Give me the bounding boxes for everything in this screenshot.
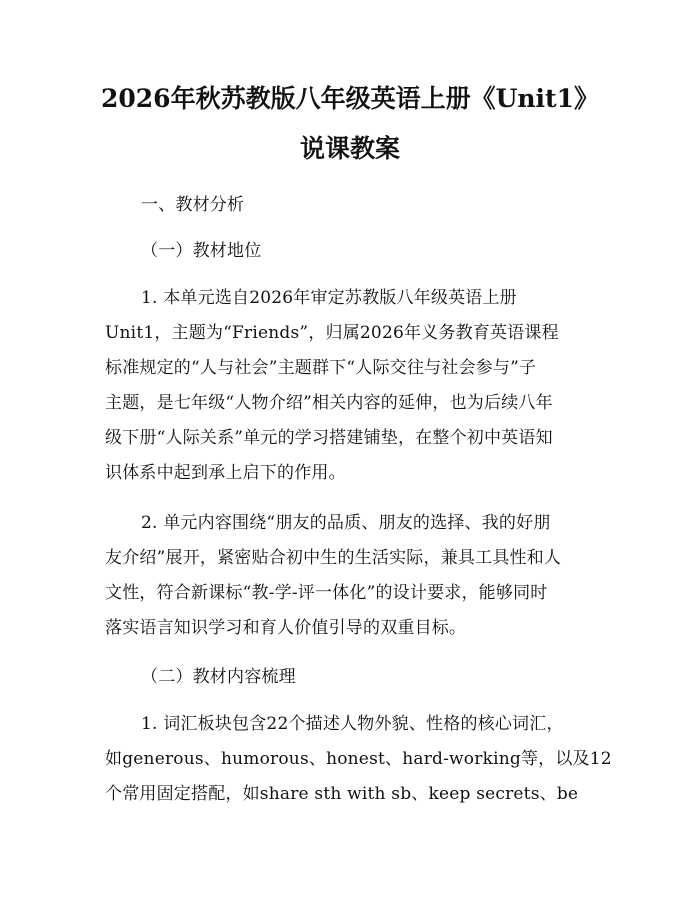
document-title-line-2: 说课教案 [299,134,400,163]
paragraph-line: 落实语言知识学习和育人价值引导的双重目标。 [105,618,467,638]
document-title-line-1: 2026年秋苏教版八年级英语上册《Unit1》 [101,84,599,113]
paragraph-line: 识体系中起到承上启下的作用。 [105,463,346,483]
section-heading-1: 一、教材分析 [141,195,245,215]
paragraph-line: 1. 本单元选自2026年审定苏教版八年级英语上册 [141,288,517,308]
paragraph-line: 友介绍”展开，紧密贴合初中生的生活实际，兼具工具性和人 [105,548,562,568]
paragraph-line: 1. 词汇板块包含22个描述人物外貌、性格的核心词汇， [141,714,564,734]
paragraph-line: 如generous、humorous、honest、hard-working等，以及12 [105,749,612,769]
paragraph-line: 主题，是七年级“人物介绍”相关内容的延伸，也为后续八年 [105,393,553,413]
paragraph-line: 个常用固定搭配，如share sth with sb、keep secrets、be [105,784,579,804]
paragraph-line: 2. 单元内容围绕“朋友的品质、朋友的选择、我的好朋 [141,513,551,533]
paragraph-line: Unit1，主题为“Friends”，归属2026年义务教育英语课程 [105,323,559,343]
paragraph-line: 文性，符合新课标“教-学-评一体化”的设计要求，能够同时 [105,583,548,603]
paragraph-line: 标准规定的“人与社会”主题群下“人际交往与社会参与”子 [105,358,537,378]
subsection-heading-2: （二）教材内容梳理 [141,667,296,687]
paragraph-line: 级下册“人际关系”单元的学习搭建铺垫，在整个初中英语知 [105,428,553,448]
subsection-heading-1: （一）教材地位 [141,241,262,261]
